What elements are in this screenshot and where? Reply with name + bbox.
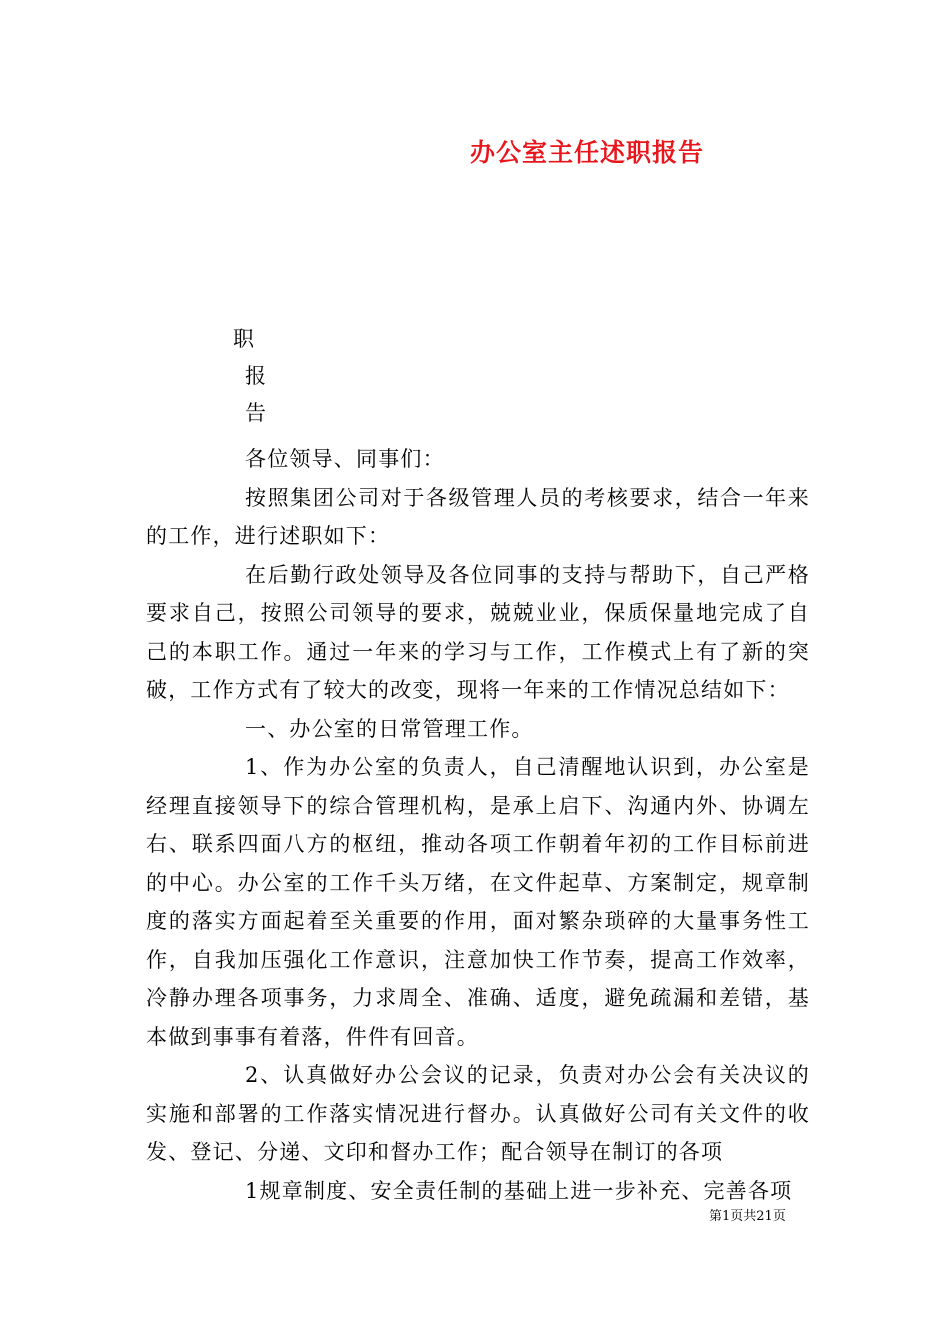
document-title: 办公室主任述职报告 <box>470 138 705 167</box>
page-footer: 第1页共21页 <box>709 1209 786 1224</box>
paragraph-item-3: 1规章制度、安全责任制的基础上进一步补充、完善各项 <box>245 1178 793 1203</box>
vertical-char-gao: 告 <box>245 401 266 425</box>
document-body <box>146 440 810 1210</box>
paragraph-summary: 在后勤行政处领导及各位同事的支持与帮助下，自己严格要求自己，按照公司领导的要求，兢兢业业，保质保量地完成了自己的本职工作。通过一年来的学习与工作，工作模式上有了新的突破，工作方式有了较大的改变，现将一年来的工作情况总结如下： <box>146 562 810 702</box>
section-heading: 一、办公室的日常管理工作。 <box>245 716 534 741</box>
vertical-char-zhi: 职 <box>233 327 254 351</box>
paragraph-item-1: 1、作为办公室的负责人，自己清醒地认识到，办公室是经理直接领导下的综合管理机构，是承上启下、沟通内外、协调左右、联系四面八方的枢纽，推动各项工作朝着年初的工作目标前进的中心。办公室的工作千头万绪，在文件起草、方案制定，规章制度的落实方面起着至关重要的作用，面对繁杂琐碎的大量事务性工作，自我加压强化工作意识，注意加快工作节奏，提高工作效率，冷静办理各项事务，力求周全、准确、适度，避免疏漏和差错，基本做到事事有着落，件件有回音。 <box>146 755 810 1049</box>
vertical-char-bao: 报 <box>245 364 266 388</box>
paragraph-item-2: 2、认真做好办公会议的记录，负责对办公会有关决议的实施和部署的工作落实情况进行督办。认真做好公司有关文件的收发、登记、分递、文印和督办工作；配合领导在制订的各项 <box>146 1063 810 1164</box>
greeting: 各位领导、同事们： <box>245 447 445 471</box>
paragraph-intro: 按照集团公司对于各级管理人员的考核要求，结合一年来的工作，进行述职如下： <box>146 485 810 548</box>
